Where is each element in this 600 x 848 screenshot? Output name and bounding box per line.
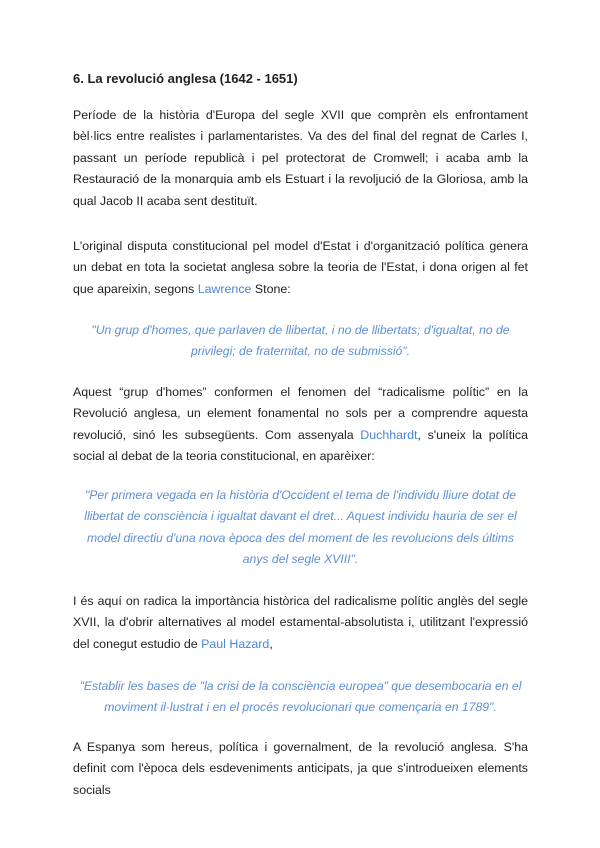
quote-duchhardt: "Per primera vegada en la història d'Occident el tema de l'individu lliure dotat de llibertat de consciència i igualtat davant el dret... Aquest individu hauria de ser el model directiu d'una nova època des del moment de les revolucions dels últims anys del segle XVIII". bbox=[84, 488, 517, 567]
link-paul-hazard[interactable]: Paul Hazard bbox=[201, 636, 270, 651]
paragraph-radicalism bbox=[73, 382, 528, 468]
paragraph-intro: Període de la història d'Europa del segle XVII que comprèn els enfrontament bèl·lics entre realistes i parlamentaristes. Va des del final del regnat de Carles I, passant un període republicà i pel protectorat de Cromwell; i acaba amb la Restauració de la monarquia amb els Estuart i la revoljució de la Gloriosa, amb la qual Jacob II acaba sent destituït. bbox=[73, 108, 528, 208]
paragraph-text: Stone: bbox=[251, 281, 291, 296]
paragraph-text: , s'uneix la política social al debat de la teoria constitucional, en aparèixer: bbox=[73, 427, 529, 464]
paragraph-importance bbox=[73, 591, 528, 655]
paragraph-text: I és aquí on radica la importància històrica del radicalisme polític anglès del segle XVII, la d'obrir alternatives al model estamental-absolutista i, utilitzant l'expressió del conegut estudio de bbox=[73, 594, 528, 651]
quote-stone: "Un grup d'homes, que parlaven de llibertat, i no de llibertats; d'igualtat, no de privilegi; de fraternitat, no de submissió". bbox=[91, 323, 510, 359]
paragraph-spain: A Espanya som hereus, política i governalment, de la revolució anglesa. S'ha definit com l'època dels esdeveniments anticipats, ja que s'introdueixen elements socials bbox=[73, 740, 528, 797]
paragraph-constitutional-dispute bbox=[73, 236, 528, 300]
link-duchhardt[interactable]: Duchhardt bbox=[360, 427, 418, 442]
quote-hazard: "Establir les bases de "la crisi de la consciència europea" que desembocaria en el moviment il·lustrat i en el procés revolucionari que començaria en 1789". bbox=[79, 679, 522, 715]
section-heading: 6. La revolució anglesa (1642 - 1651) bbox=[73, 71, 298, 86]
link-lawrence[interactable]: Lawrence bbox=[197, 281, 252, 296]
paragraph-text: , bbox=[269, 636, 273, 651]
paragraph-text: L'original disputa constitucional pel model d'Estat i d'organització política genera un debat en tota la societat anglesa sobre la teoria de l'Estat, i dona origen al fet que apareixin, segons bbox=[73, 239, 528, 296]
paragraph-text: Aquest “grup d'homes” conformen el fenomen del “radicalisme polític” en la Revolució anglesa, un element fonamental no sols per a comprendre aquesta revolució, sinó les subsegüents. Com assenyala bbox=[73, 385, 528, 442]
